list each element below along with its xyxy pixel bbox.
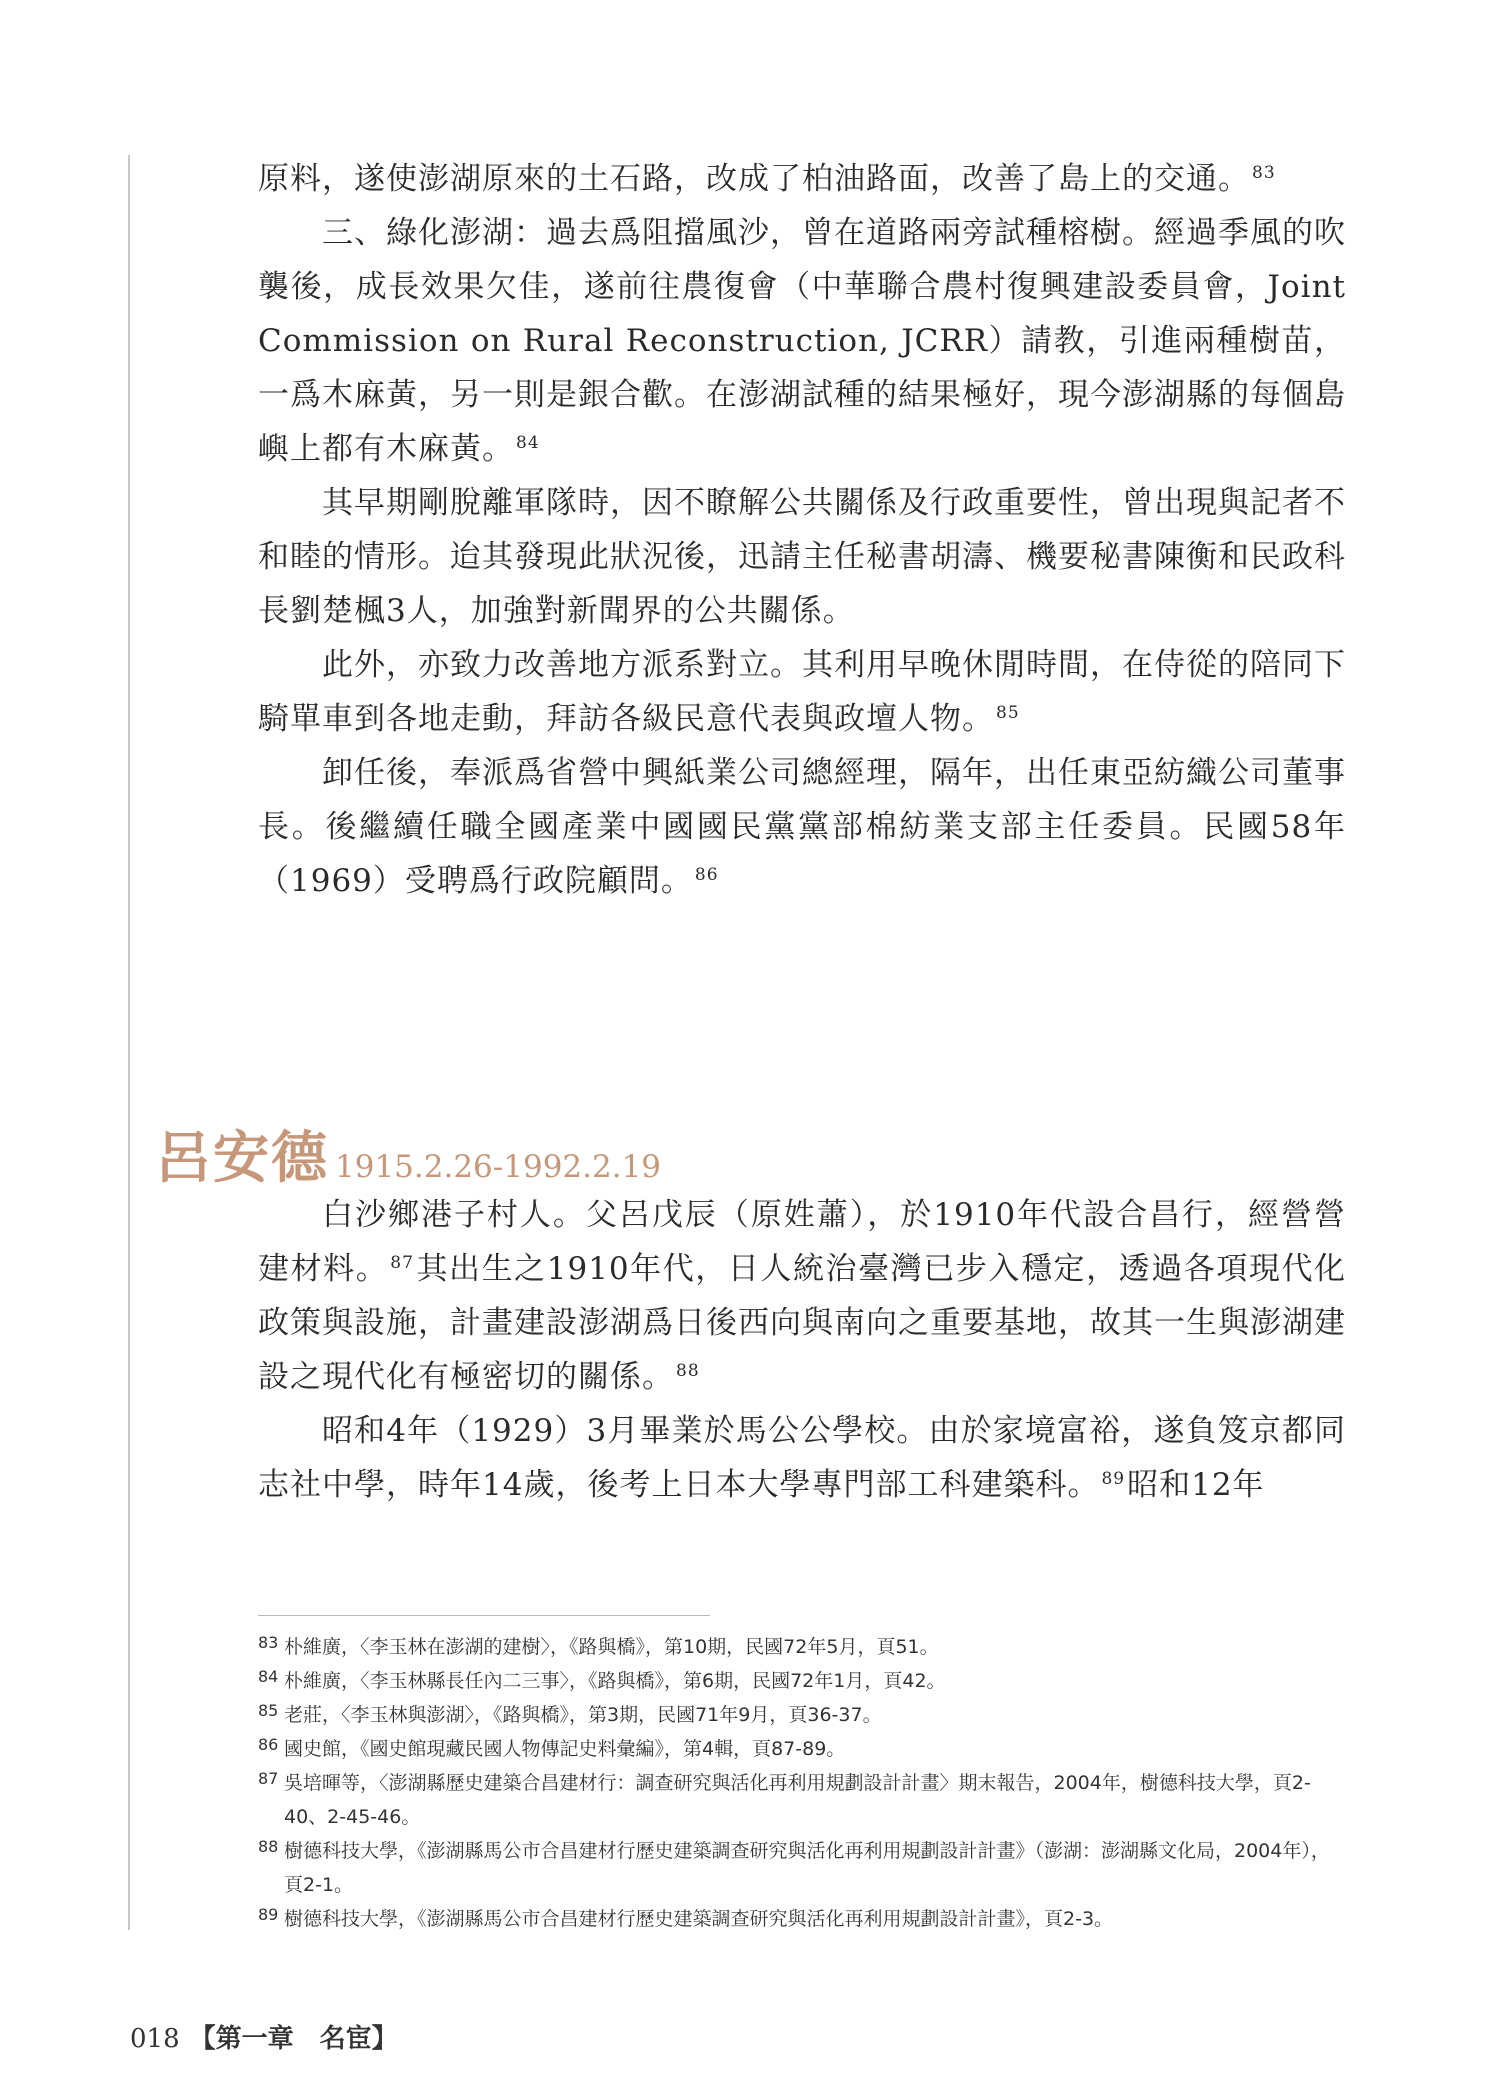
footnote-number: 84	[258, 1667, 279, 1686]
paragraph: 原料，遂使澎湖原來的土石路，改成了柏油路面，改善了島上的交通。 $^{83}$	[258, 161, 1276, 197]
page-number: 018	[130, 2024, 180, 2054]
body-text-continued	[258, 152, 1346, 908]
footnote-reference[interactable]: 84	[516, 432, 540, 453]
margin-rule	[128, 155, 130, 1930]
footnote: 86 國史館，《國史館現藏民國人物傳記史料彙編》，第4輯，頁87-89。	[258, 1732, 1346, 1766]
footnote-reference[interactable]: 85	[996, 702, 1020, 723]
body-text-entry	[258, 1188, 1346, 1512]
footnote: 89 樹德科技大學，《澎湖縣馬公市合昌建材行歷史建築調查研究與活化再利用規劃設計計畫》，頁2-3。	[258, 1902, 1346, 1936]
footnote: 85 老莊，〈李玉林與澎湖〉，《路與橋》，第3期，民國71年9月，頁36-37。	[258, 1698, 1346, 1732]
footnote: 87 吳培暉等，〈澎湖縣歷史建築合昌建材行：調查研究與活化再利用規劃設計計畫〉期末報告，2004年，樹德科技大學，頁2-40、2-45-46。	[258, 1766, 1346, 1834]
footnote-number: 89	[258, 1905, 279, 1924]
footnote-reference[interactable]: 88	[676, 1360, 700, 1381]
page-footer	[130, 2018, 398, 2055]
entry-heading	[155, 1114, 1355, 1194]
paragraph: 此外，亦致力改善地方派系對立。其利用早晚休閒時間，在侍從的陪同下騎單車到各地走動，拜訪各級民意代表與政壇人物。 $^{85}$	[258, 647, 1346, 737]
footnote-reference[interactable]: 89	[1101, 1468, 1126, 1489]
footnote-reference[interactable]: 87	[390, 1252, 414, 1273]
paragraph: 三、綠化澎湖：過去爲阻擋風沙，曾在道路兩旁試種榕樹。經過季風的吹襲後，成長效果欠佳，遂前往農復會（中華聯合農村復興建設委員會，Joint Commission on Rural Reconstruction, JCRR）請教，引進兩種樹苗，一爲木麻黃，另一則是銀合歡。在澎湖試種的結果極好，現今澎湖縣的每個島嶼上都有木麻黃。 $^{84}$	[258, 215, 1346, 467]
footnote: 84 朴維廣，〈李玉林縣長任內二三事〉，《路與橋》，第6期，民國72年1月，頁42。	[258, 1664, 1346, 1698]
footnote-number: 87	[258, 1769, 279, 1788]
paragraph: 昭和4年（1929）3月畢業於馬公公學校。由於家境富裕，遂負笈京都同志社中學，時年14歲，後考上日本大學專門部工科建築科。 $^{89}$昭和12年	[258, 1413, 1346, 1503]
paragraph: 白沙鄉港子村人。父呂戊辰（原姓蕭），於1910年代設合昌行，經營營建材料。 $^{87}$其出生之1910年代，日人統治臺灣已步入穩定，透過各項現代化政策與設施，計畫建設澎湖爲日後西向與南向之重要基地，故其一生與澎湖建設之現代化有極密切的關係。 $^{88}$	[258, 1197, 1347, 1395]
footnotes	[258, 1630, 1346, 1936]
paragraph: 卸任後，奉派爲省營中興紙業公司總經理，隔年，出任東亞紡織公司董事長。後繼續任職全國產業中國國民黨黨部棉紡業支部主任委員。民國58年（1969）受聘爲行政院顧問。 $^{86}$	[258, 755, 1346, 899]
footnote-reference[interactable]: 83	[1252, 162, 1276, 183]
footnote-divider	[258, 1615, 710, 1616]
paragraph: 其早期剛脫離軍隊時，因不瞭解公共關係及行政重要性，曾出現與記者不和睦的情形。迨其發現此狀況後，迅請主任秘書胡濤、機要秘書陳衡和民政科長劉楚楓3人，加強對新聞界的公共關係。	[258, 485, 1346, 629]
chapter-label: 【第一章 名宦】	[189, 2024, 398, 2054]
footnote-number: 85	[258, 1701, 279, 1720]
footnote: 88 樹德科技大學，《澎湖縣馬公市合昌建材行歷史建築調查研究與活化再利用規劃設計計畫》（澎湖：澎湖縣文化局，2004年），頁2-1。	[258, 1834, 1346, 1902]
footnote: 83 朴維廣，〈李玉林在澎湖的建樹〉，《路與橋》，第10期，民國72年5月，頁51。	[258, 1630, 1346, 1664]
entry-dates: 1915.2.26-1992.2.19	[335, 1149, 662, 1185]
footnote-number: 86	[258, 1735, 279, 1754]
entry-name: 呂安德	[155, 1125, 329, 1191]
footnote-reference[interactable]: 86	[694, 864, 719, 885]
footnote-number: 88	[258, 1837, 279, 1856]
footnote-number: 83	[258, 1633, 279, 1652]
